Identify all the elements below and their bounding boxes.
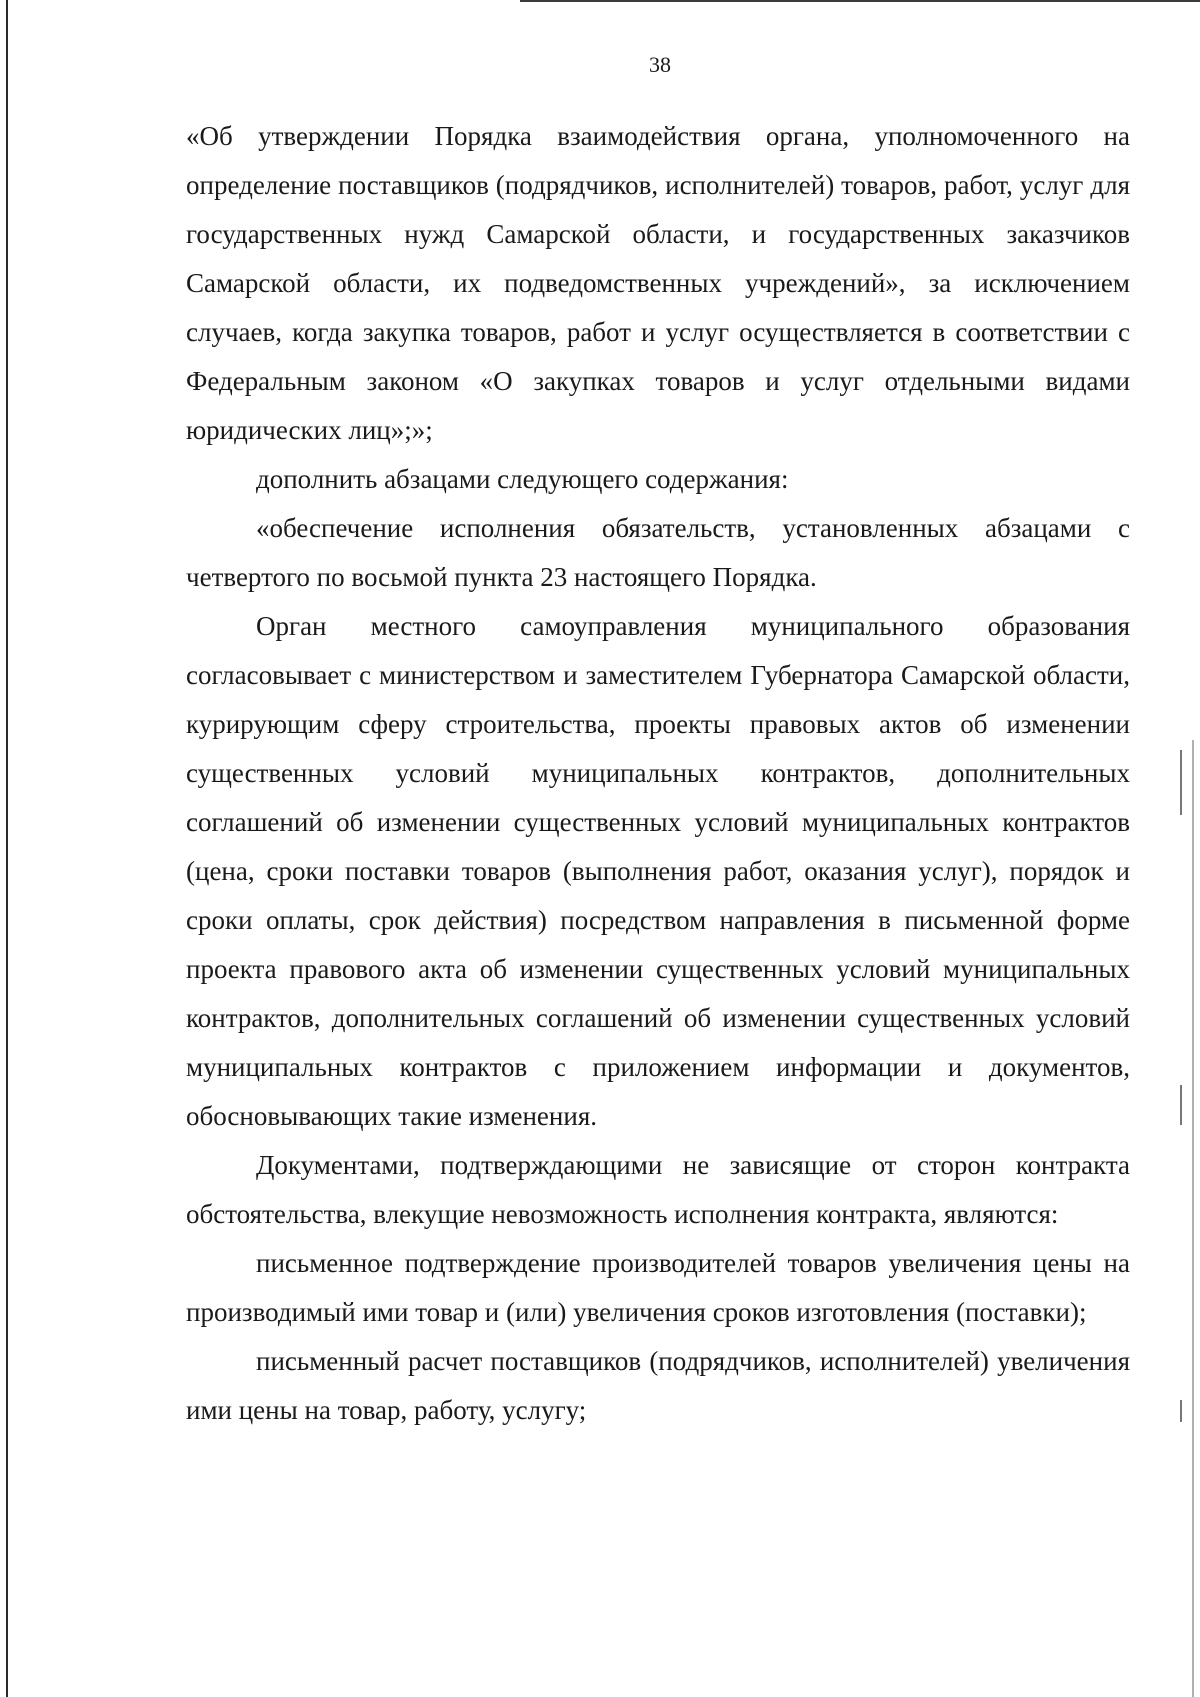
scan-right-edge	[1192, 740, 1194, 1697]
paragraph-local-government-approval: Орган местного самоуправления муниципального образования согласовывает с министерством и заместителем Губернатора Самарской области, курирующим сферу строительства, проекты правовых актов об изменении существенных условий муниципальных контрактов, дополнительных соглашений об изменении существенных условий муниципальных контрактов (цена, сроки поставки товаров (выполнения работ, оказания услуг), порядок и сроки оплаты, срок действия) посредством направления в письменной форме проекта правового акта об изменении существенных условий муниципальных контрактов, дополнительных соглашений об изменении существенных условий муниципальных контрактов с приложением информации и документов, обосновывающих такие изменения.	[186, 611, 1130, 1131]
paragraph-supplier-calculation: письменный расчет поставщиков (подрядчиков, исполнителей) увеличения ими цены на товар, работу, услугу;	[186, 1346, 1130, 1425]
paragraph-supplement-intro: дополнить абзацами следующего содержания:	[256, 464, 789, 494]
scan-left-edge	[6, 0, 8, 1697]
paragraph-supporting-documents: Документами, подтверждающими не зависящие от сторон контракта обстоятельства, влекущие невозможность исполнения контракта, являются:	[186, 1150, 1130, 1229]
scan-mark	[1180, 1085, 1182, 1125]
scan-mark	[1180, 1400, 1182, 1422]
paragraph-manufacturer-confirmation: письменное подтверждение производителей товаров увеличения цены на производимый ими товар и (или) увеличения сроков изготовления (поставки);	[186, 1248, 1130, 1327]
document-body	[186, 112, 1130, 1435]
paragraph-obligations: «обеспечение исполнения обязательств, установленных абзацами с четвертого по восьмой пункта 23 настоящего Порядка.	[186, 513, 1130, 592]
page-number: 38	[649, 52, 671, 77]
scan-mark	[1180, 750, 1182, 815]
paragraph-order-reference: «Об утверждении Порядка взаимодействия органа, уполномоченного на определение поставщиков (подрядчиков, исполнителей) товаров, работ, услуг для государственных нужд Самарской области, и государственных заказчиков Самарской области, их подведомственных учреждений», за исключением случаев, когда закупка товаров, работ и услуг осуществляется в соответствии с Федеральным законом «О закупках товаров и услуг отдельными видами юридических лиц»;»;	[186, 121, 1130, 445]
scan-top-edge	[520, 0, 1200, 2]
